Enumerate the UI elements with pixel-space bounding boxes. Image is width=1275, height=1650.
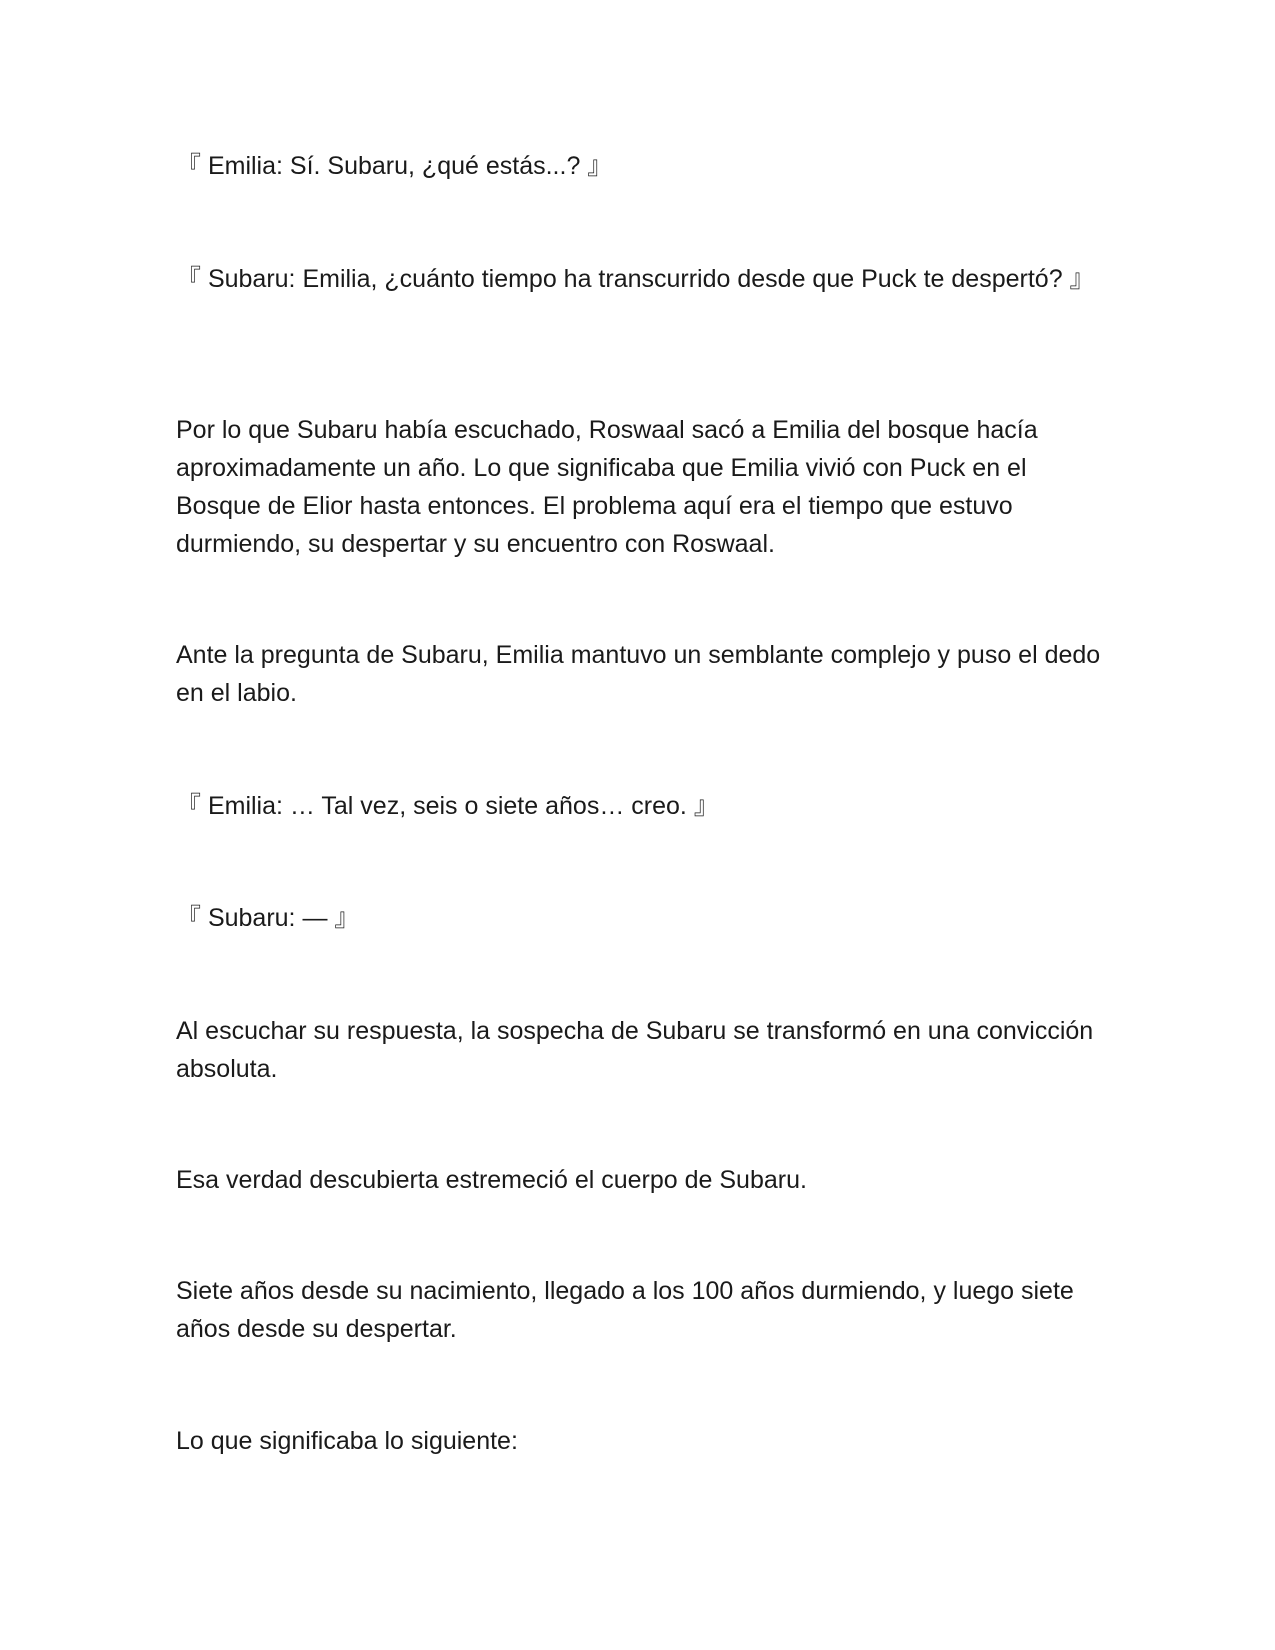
- narration-paragraph: Al escuchar su respuesta, la sospecha de Subaru se transformó en una convicción absoluta.: [176, 1017, 1094, 1083]
- dialogue-subaru-1: 『 Subaru: Emilia, ¿cuánto tiempo ha transcurrido desde que Puck te despertó? 』: [176, 265, 1095, 293]
- dialogue-emilia-1: 『 Emilia: Sí. Subaru, ¿qué estás...? 』: [176, 152, 613, 180]
- narration-paragraph: Siete años desde su nacimiento, llegado a los 100 años durmiendo, y luego siete años desde su despertar.: [176, 1277, 1074, 1343]
- narration-paragraph: Lo que significaba lo siguiente:: [176, 1427, 518, 1455]
- narration-paragraph: Esa verdad descubierta estremeció el cuerpo de Subaru.: [176, 1166, 807, 1194]
- narration-paragraph: Ante la pregunta de Subaru, Emilia mantuvo un semblante complejo y puso el dedo en el labio.: [176, 641, 1101, 707]
- dialogue-subaru-2: 『 Subaru: — 』: [176, 904, 360, 932]
- narration-paragraph: Por lo que Subaru había escuchado, Roswaal sacó a Emilia del bosque hacía aproximadamente un año. Lo que significaba que Emilia vivió con Puck en el Bosque de Elior hasta entonces. El problema aquí era el tiempo que estuvo durmiendo, su despertar y su encuentro con Roswaal.: [176, 416, 1038, 558]
- dialogue-emilia-2: 『 Emilia: … Tal vez, seis o siete años… creo. 』: [176, 792, 719, 820]
